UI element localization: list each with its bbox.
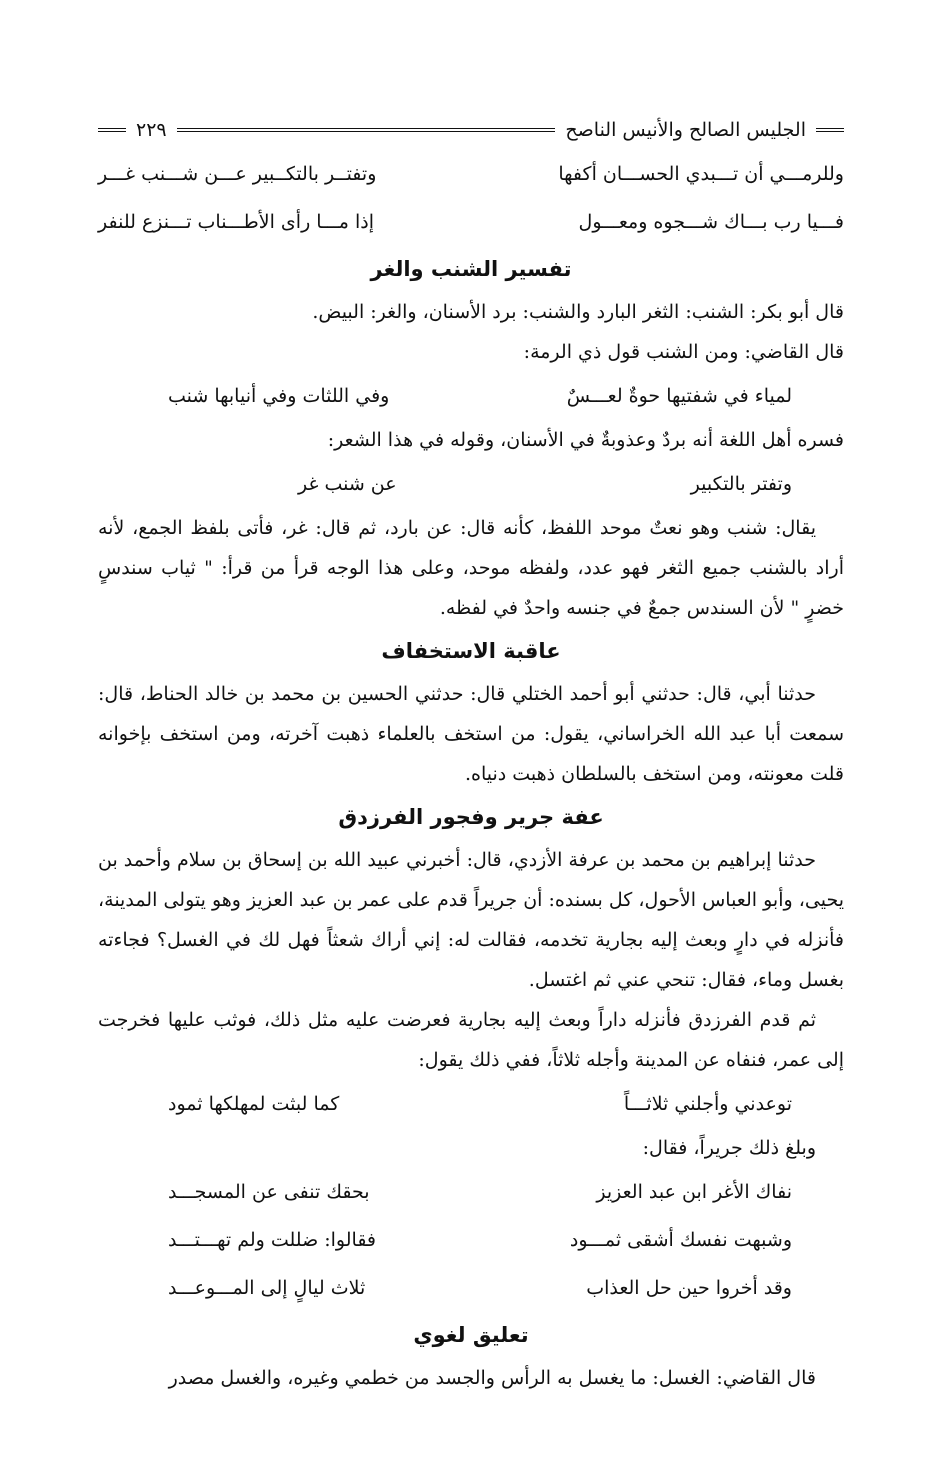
section-heading: تعليق لغوي (413, 1323, 529, 1347)
header-rule (177, 128, 556, 132)
hemistich: وفي اللثات وفي أنيابها شنب (168, 385, 390, 407)
paragraph: حدثنا أبي، قال: حدثني أبو أحمد الختلي قال: حدثني الحسين بن محمد بن خالد الحناط، قال: سمعت أبا عبد الله الخراساني، يقول: من استخف بالعلماء ذهبت آخرته، ومن استخف بإخوانه قلت معونته، ومن استخف بالسلطان ذهبت دنياه. (98, 683, 844, 785)
hemistich: نفاك الأغر ابن عبد العزيز (596, 1181, 792, 1203)
paragraph: ثم قدم الفرزدق فأنزله داراً وبعث إليه بجارية فعرضت عليه مثل ذلك، فوثب عليها فخرجت إلى عمر، فنفاه عن المدينة وأجله ثلاثاً، ففي ذلك يقول: (98, 1009, 844, 1071)
hemistich: وللرمـــي أن تـــبدي الحســـان أكفها (558, 163, 844, 185)
paragraph: قال القاضي: ومن الشنب قول ذي الرمة: (523, 341, 844, 363)
hemistich: فـــيا رب بـــاك شـــجوه ومعـــول (578, 211, 844, 233)
header-rule (98, 128, 126, 132)
book-title: الجليس الصالح والأنيس الناصح (565, 119, 806, 141)
verse-line (98, 198, 844, 246)
hemistich: لمياء في شفتيها حوةٌ لعـــسٌ (566, 385, 792, 407)
verse-line (98, 1216, 844, 1264)
paragraph: حدثنا إبراهيم بن محمد بن عرفة الأزدي، قال: أخبرني عبيد الله بن إسحاق بن سلام وأحمد بن يحيى، وأبو العباس الأحول، كل بسنده: أن جريراً قدم على عمر بن عبد العزيز وهو يتولى المدينة، فأنزله في دارٍ وبعث إليه بجارية تخدمه، فقالت له: إني أراك شعثاً فهل لك في الغسل؟ فجاءته بغسل وماء، فقال: تنحي عني ثم اغتسل. (98, 849, 844, 991)
verse-line (98, 1168, 844, 1216)
hemistich: إذا مـــا رأى الأطـــناب تـــنزع للنفر (98, 211, 375, 233)
section-heading: عاقبة الاستخفاف (381, 639, 561, 663)
paragraph: وبلغ ذلك جريراً، فقال: (642, 1137, 816, 1159)
hemistich: عن شنب غر (298, 473, 397, 495)
hemistich: بحقك تنفى عن المسجـــد (168, 1181, 370, 1203)
verse-line (98, 1080, 844, 1128)
hemistich: ثلاث ليالٍ إلى المـــوعـــد (168, 1277, 366, 1299)
page-number: ٢٢٩ (136, 119, 167, 141)
paragraph: قال القاضي: الغسل: ما يغسل به الرأس والجسد من خطمي وغيره، والغسل مصدر (168, 1367, 816, 1389)
hemistich: كما لبثت لمهلكها ثمود (168, 1093, 340, 1115)
book-page (98, 112, 844, 1398)
verse-line (98, 460, 844, 508)
verse-line (98, 372, 844, 420)
verse-line (98, 1264, 844, 1312)
hemistich: فقالوا: ضللت ولم تهـــتـــد (168, 1229, 377, 1251)
running-header (98, 112, 844, 148)
hemistich: وشبهت نفسك أشقى ثمـــود (569, 1229, 792, 1251)
verse-line (98, 150, 844, 198)
hemistich: وقد أخروا حين حل العذاب (586, 1277, 792, 1299)
paragraph: قال أبو بكر: الشنب: الثغر البارد والشنب: برد الأسنان، والغر: البيض. (312, 301, 844, 323)
section-heading: عفة جرير وفجور الفرزدق (338, 805, 604, 829)
header-rule (816, 128, 844, 132)
paragraph: فسره أهل اللغة أنه بردٌ وعذوبةٌ في الأسنان، وقوله في هذا الشعر: (327, 429, 844, 451)
hemistich: وتفتــر بالتكــبير عـــن شـــنب غـــر (98, 163, 377, 185)
section-heading: تفسير الشنب والغر (370, 257, 572, 281)
hemistich: توعدني وأجلني ثلاثـــاً (623, 1093, 792, 1115)
paragraph: يقال: شنب وهو نعتٌ موحد اللفظ، كأنه قال: عن بارد، ثم قال: غر، فأتى بلفظ الجمع، لأنه أراد بالشنب جميع الثغر فهو عدد، ولفظه موحد، وعلى هذا الوجه قرأ من قرأ: " ثياب سندسٍ خضرٍ " لأن السندس جمعٌ في جنسه واحدٌ في لفظه. (98, 517, 844, 619)
hemistich: وتفتر بالتكبير (690, 473, 792, 495)
